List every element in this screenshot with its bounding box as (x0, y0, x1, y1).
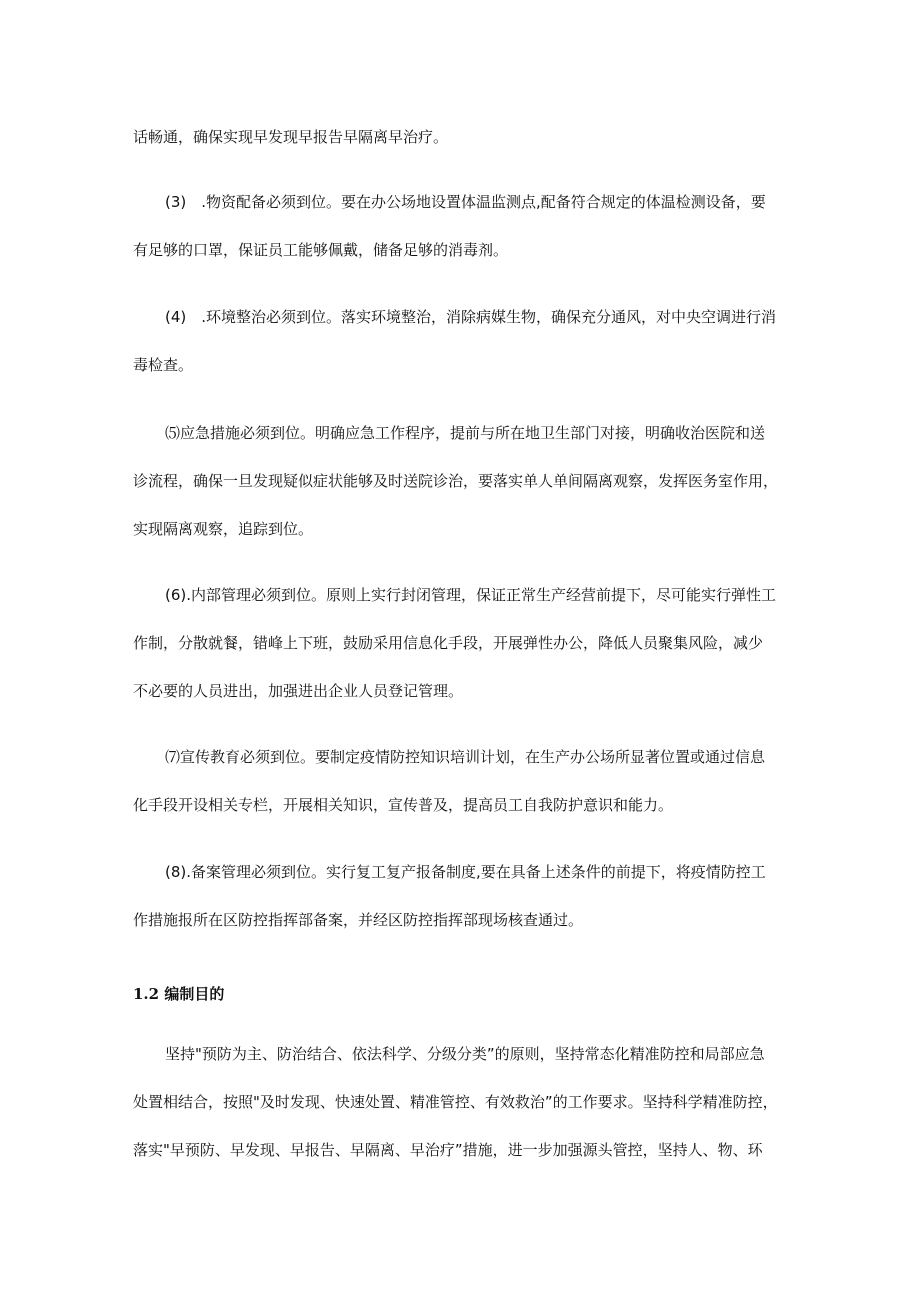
text-line: 处置相结合，按照"及时发现、快速处置、精准管控、有效救治”的工作要求。坚持科学精准防控， (133, 1093, 778, 1111)
paragraph-item-8 (133, 848, 793, 944)
text-line: 作制，分散就餐，错峰上下班，鼓励采用信息化手段，开展弹性办公，降低人员聚集风险，减少 (133, 634, 764, 652)
text-line: (4) .环境整治必须到位。落实环境整治，消除病媒生物，确保充分通风，对中央空调进行消 (165, 308, 777, 326)
paragraph-item-4 (133, 293, 793, 389)
paragraph-item-5 (133, 409, 793, 553)
text-line: 诊流程，确保一旦发现疑似症状能够及时送院诊治，要落实单人单间隔离观察，发挥医务室作用， (133, 472, 779, 490)
section-paragraph (133, 1030, 793, 1174)
text-line: (8).备案管理必须到位。实行复工复产报备制度,要在具备上述条件的前提下，将疫情防控工 (165, 863, 766, 881)
paragraph-item-6 (133, 571, 793, 715)
text-line: 坚持"预防为主、防治结合、依法科学、分级分类”的原则，坚持常态化精准防控和局部应急 (165, 1045, 765, 1063)
text-line: ⑺宣传教育必须到位。要制定疫情防控知识培训计划，在生产办公场所显著位置或通过信息 (165, 748, 766, 766)
text-line: 落实"早预防、早发现、早报告、早隔离、早治疗”措施，进一步加强源头管控，坚持人、物、环 (133, 1141, 763, 1159)
text-line: 毒检查。 (133, 356, 194, 374)
text-line: 化手段开设相关专栏，开展相关知识，宣传普及，提高员工自我防护意识和能力。 (133, 796, 674, 814)
text-line: 话畅通，确保实现早发现早报告早隔离早治疗。 (133, 128, 449, 146)
paragraph-continuation (133, 113, 793, 161)
paragraph-item-3 (133, 178, 793, 274)
text-line: 实现隔离观察，追踪到位。 (133, 520, 314, 538)
text-line: ⑸应急措施必须到位。明确应急工作程序，提前与所在地卫生部门对接，明确收治医院和送 (165, 424, 766, 442)
paragraph-item-7 (133, 733, 793, 829)
text-line: 有足够的口罩，保证员工能够佩戴，储备足够的消毒剂。 (133, 241, 509, 259)
text-line: (3) .物资配备必须到位。要在办公场地设置体温监测点,配备符合规定的体温检测设备，要 (165, 193, 766, 211)
text-line: 不必要的人员进出，加强进出企业人员登记管理。 (133, 682, 464, 700)
text-line: 作措施报所在区防控指挥部备案，并经区防控指挥部现场核查通过。 (133, 911, 584, 929)
section-heading: 1.2 编制目的 (133, 985, 225, 1003)
text-line: (6).内部管理必须到位。原则上实行封闭管理，保证正常生产经营前提下，尽可能实行弹性工 (165, 586, 777, 604)
